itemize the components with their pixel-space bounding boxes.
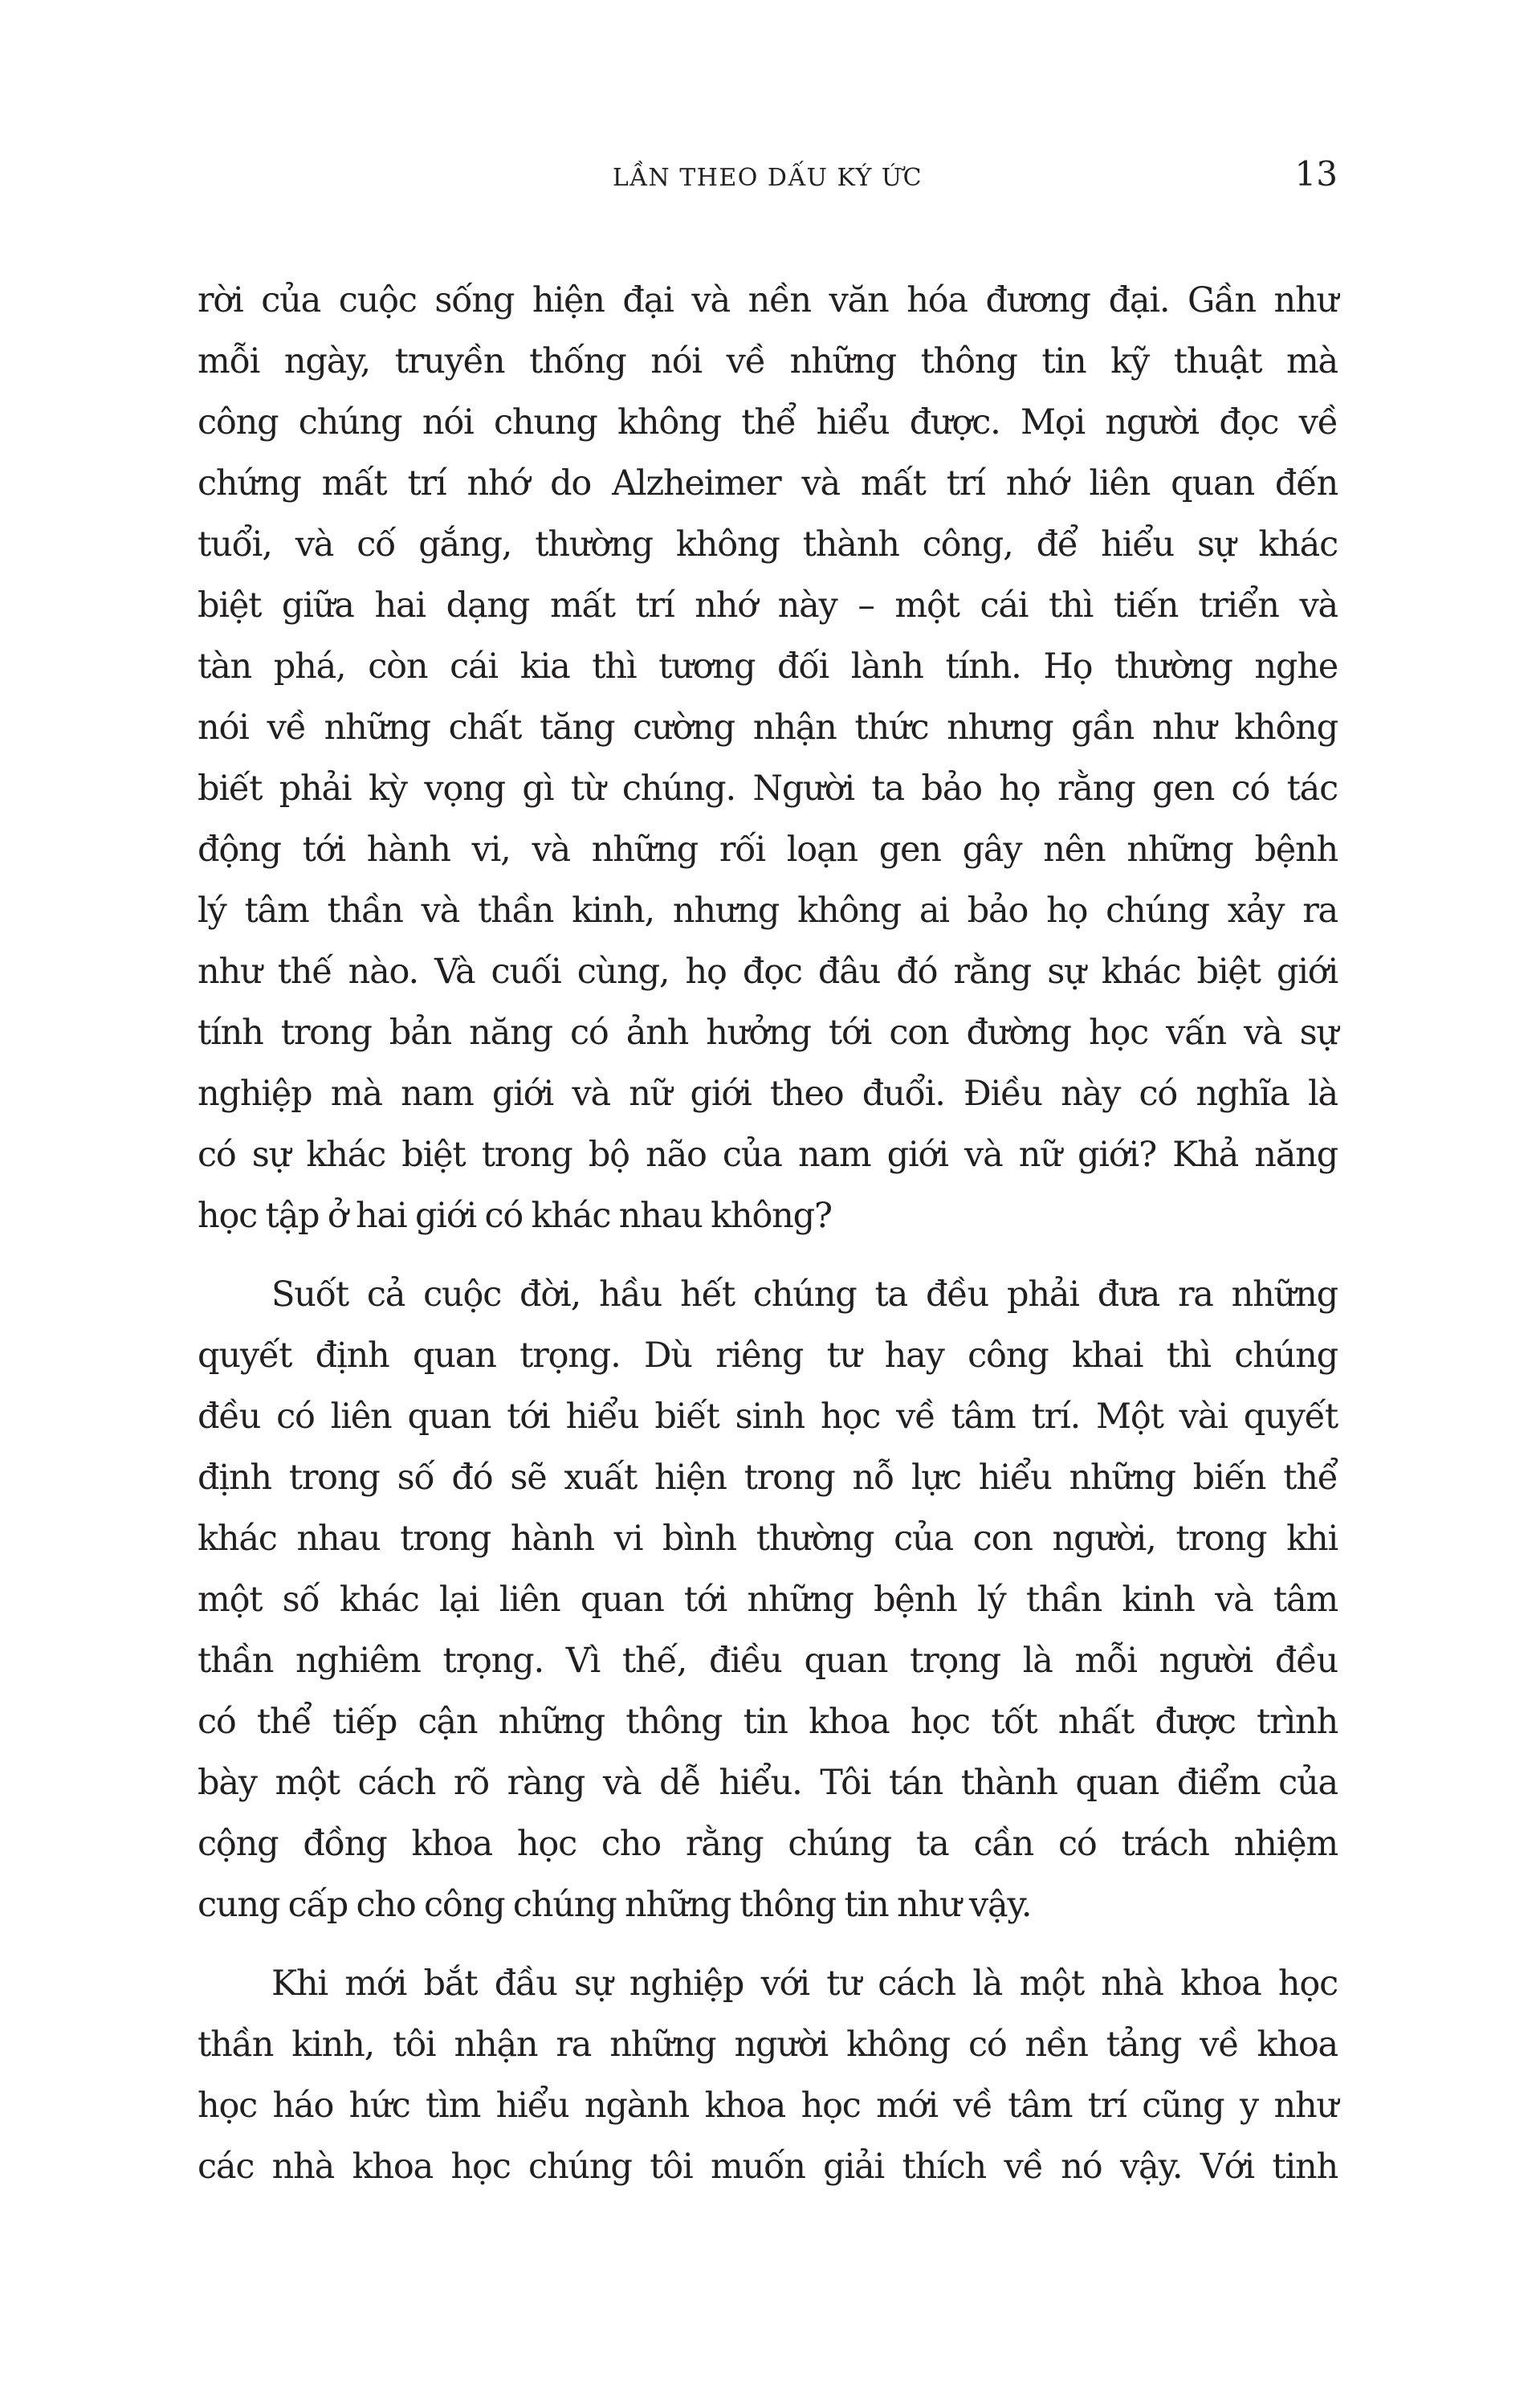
page-header: [198, 151, 1338, 199]
text-line: cung cấp cho công chúng những thông tin như vậy.: [198, 1885, 1032, 1925]
paragraph-2: [198, 1264, 1338, 1935]
text-line: thần nghiêm trọng. Vì thế, điều quan trọng là mỗi người đều: [198, 1641, 1338, 1681]
text-line: chứng mất trí nhớ do Alzheimer và mất trí nhớ liên quan đến: [198, 463, 1338, 504]
text-line: khác nhau trong hành vi bình thường của con người, trong khi: [198, 1519, 1338, 1559]
text-line: bày một cách rõ ràng và dễ hiểu. Tôi tán thành quan điểm của: [198, 1763, 1338, 1803]
text-line: quyết định quan trọng. Dù riêng tư hay công khai thì chúng: [198, 1336, 1338, 1376]
text-line: đều có liên quan tới hiểu biết sinh học về tâm trí. Một vài quyết: [198, 1397, 1338, 1437]
paragraph-3: [198, 1953, 1338, 2197]
text-line: cộng đồng khoa học cho rằng chúng ta cần có trách nhiệm: [198, 1824, 1338, 1864]
text-line: Khi mới bắt đầu sự nghiệp với tư cách là một nhà khoa học: [271, 1964, 1338, 2004]
text-line: một số khác lại liên quan tới những bệnh lý thần kinh và tâm: [198, 1580, 1338, 1620]
paragraph-1: [198, 270, 1338, 1246]
page-number: 13: [1294, 154, 1338, 194]
text-line: có thể tiếp cận những thông tin khoa học tốt nhất được trình: [198, 1702, 1338, 1742]
text-line: học háo hức tìm hiểu ngành khoa học mới về tâm trí cũng y như: [198, 2086, 1338, 2126]
text-line: mỗi ngày, truyền thống nói về những thông tin kỹ thuật mà: [198, 341, 1338, 381]
text-line: công chúng nói chung không thể hiểu được. Mọi người đọc về: [198, 402, 1338, 442]
text-line: lý tâm thần và thần kinh, nhưng không ai bảo họ chúng xảy ra: [198, 891, 1338, 931]
text-line: học tập ở hai giới có khác nhau không?: [198, 1196, 832, 1236]
text-line: động tới hành vi, và những rối loạn gen gây nên những bệnh: [198, 830, 1338, 870]
text-line: thần kinh, tôi nhận ra những người không có nền tảng về khoa: [198, 2025, 1338, 2065]
text-line: có sự khác biệt trong bộ não của nam giới và nữ giới? Khả năng: [198, 1135, 1338, 1175]
text-line: tính trong bản năng có ảnh hưởng tới con đường học vấn và sự: [198, 1013, 1338, 1053]
text-line: nói về những chất tăng cường nhận thức nhưng gần như không: [198, 708, 1338, 748]
text-line: định trong số đó sẽ xuất hiện trong nỗ lực hiểu những biến thể: [198, 1458, 1338, 1498]
text-line: các nhà khoa học chúng tôi muốn giải thích về nó vậy. Với tinh: [198, 2147, 1338, 2187]
text-line: rời của cuộc sống hiện đại và nền văn hóa đương đại. Gần như: [198, 280, 1338, 320]
text-line: biệt giữa hai dạng mất trí nhớ này – một cái thì tiến triển và: [198, 585, 1338, 626]
body-text: [198, 270, 1338, 2215]
text-line: Suốt cả cuộc đời, hầu hết chúng ta đều phải đưa ra những: [271, 1274, 1338, 1315]
running-title: LẦN THEO DẤU KÝ ỨC: [612, 164, 923, 192]
text-line: tàn phá, còn cái kia thì tương đối lành tính. Họ thường nghe: [198, 646, 1338, 687]
text-line: như thế nào. Và cuối cùng, họ đọc đâu đó rằng sự khác biệt giới: [198, 952, 1338, 992]
text-line: nghiệp mà nam giới và nữ giới theo đuổi. Điều này có nghĩa là: [198, 1074, 1338, 1114]
text-line: tuổi, và cố gắng, thường không thành công, để hiểu sự khác: [198, 524, 1338, 565]
text-line: biết phải kỳ vọng gì từ chúng. Người ta bảo họ rằng gen có tác: [198, 769, 1338, 809]
